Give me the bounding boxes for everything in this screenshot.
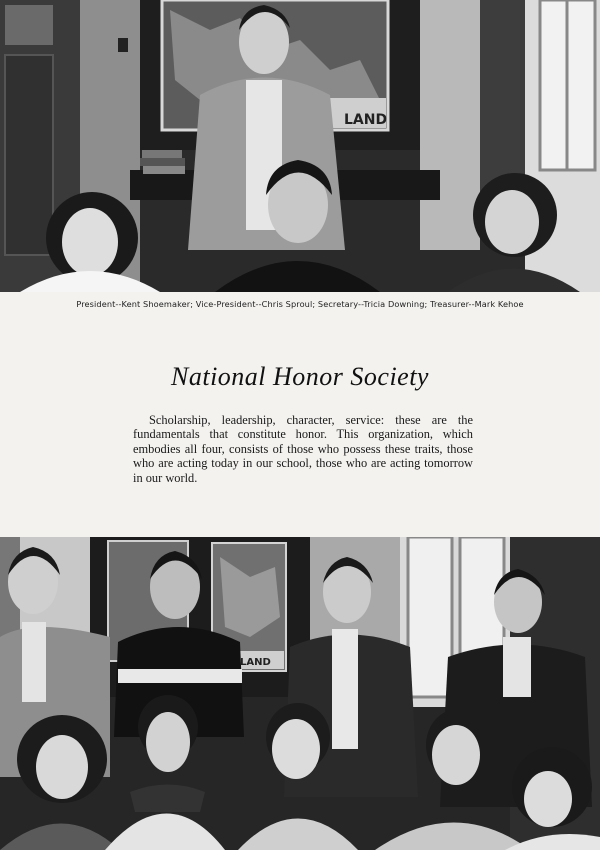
members-photo bbox=[0, 537, 600, 850]
description-paragraph: Scholarship, leadership, character, service: these are the fundamentals that constitute honor. This organization, which embodies all four, consists of those who possess these traits, those who are acting today in our school, those who are acting tomorrow in our world. bbox=[133, 413, 473, 485]
page-title: National Honor Society bbox=[171, 362, 429, 391]
officers-caption: President--Kent Shoemaker; Vice-President--Chris Sproul; Secretary--Tricia Downing; Treasurer--Mark Kehoe bbox=[76, 299, 524, 309]
map-label: LAND bbox=[344, 112, 388, 128]
officers-photo bbox=[0, 0, 600, 292]
map-label: LAND bbox=[240, 657, 271, 668]
